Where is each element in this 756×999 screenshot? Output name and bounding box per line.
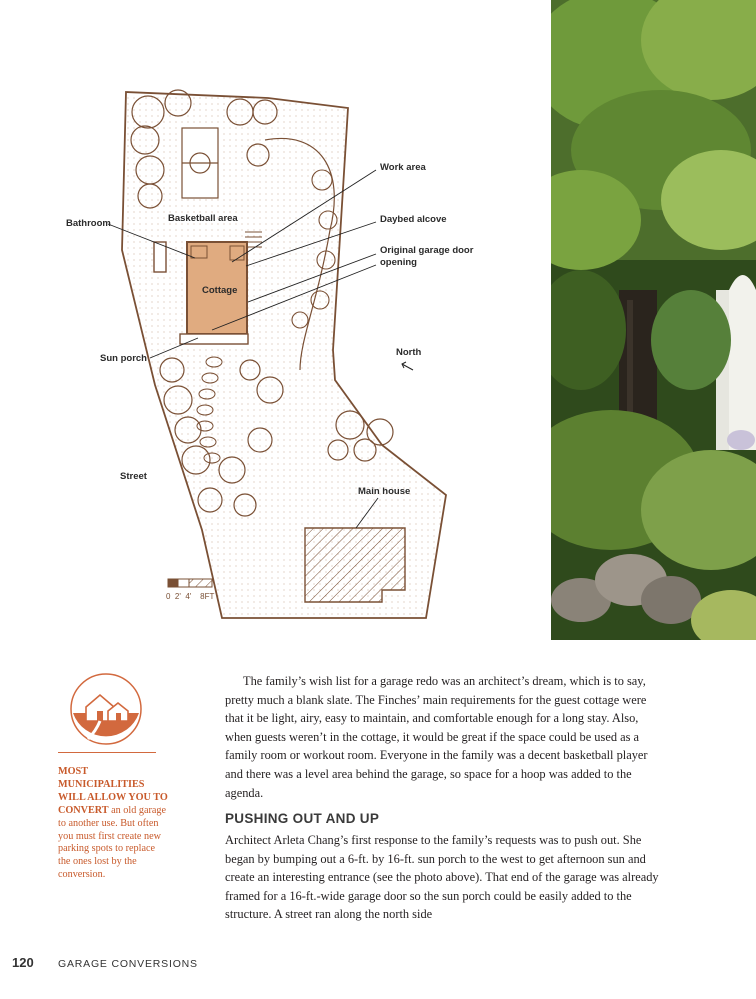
section-heading: PUSHING OUT AND UP [225,811,380,826]
house-road-icon [70,673,142,745]
label-basketball-area: Basketball area [168,213,238,224]
label-street: Street [120,471,147,482]
label-original-garage-door: Original garage door opening [380,245,474,268]
label-sun-porch: Sun porch [100,353,147,364]
sidebar-note-caps: MOST MUNICIPALITIES WILL ALLOW YOU TO CONVERT [58,766,168,816]
article-paragraph-1: The family’s wish list for a garage redo was an architect’s dream, which is to say, pretty much a blank slate. The Finches’ main requirements for the guest cottage were that it be light, airy, easy to maintain, and comfortable enough for a long stay. Also, when guests weren’t in the cottage, it would be great if the space could be used as a family room or workout room. Everyone in the family was a decent basketball player and there was a level area behind the garage, so space for a hoop was added to the agenda. [225,674,648,800]
label-work-area: Work area [380,162,426,173]
site-plan-drawing [0,0,550,640]
label-bathroom: Bathroom [66,218,111,229]
scale-bar [168,579,212,587]
basketball-court [182,128,218,198]
running-footer-title: GARAGE CONVERSIONS [58,958,198,970]
label-main-house: Main house [358,486,411,497]
sidebar-note-rest: an old garage to another use. But often you must first create new parking spots to replace the ones lost by the conversion. [58,804,167,881]
bathroom-shape [154,242,166,272]
site-plan-illustration [0,0,550,640]
sidebar-divider [58,752,156,753]
label-cottage: Cottage [202,285,238,296]
north-arrow-icon [402,362,413,370]
label-north: North [396,347,422,358]
page-number: 120 [12,955,34,970]
label-scale: 0 2' 4' 8FT [166,592,215,601]
article-paragraph-2: Architect Arleta Chang’s first response to the family’s requests was to push out. She began by bumping out a 6-ft. by 16-ft. sun porch to the west to get afternoon sun and create an interesting entrance (see the photo above). That end of the garage was already framed for a 16-ft.-wide garage door so the sun porch could be easily added to the structure. A street ran along the north side [225,833,659,922]
sidebar-note [58,766,168,882]
garden-photo-image [551,0,756,640]
sun-porch-shape [180,334,248,344]
garden-photo [551,0,756,640]
label-daybed-alcove: Daybed alcove [380,214,447,225]
